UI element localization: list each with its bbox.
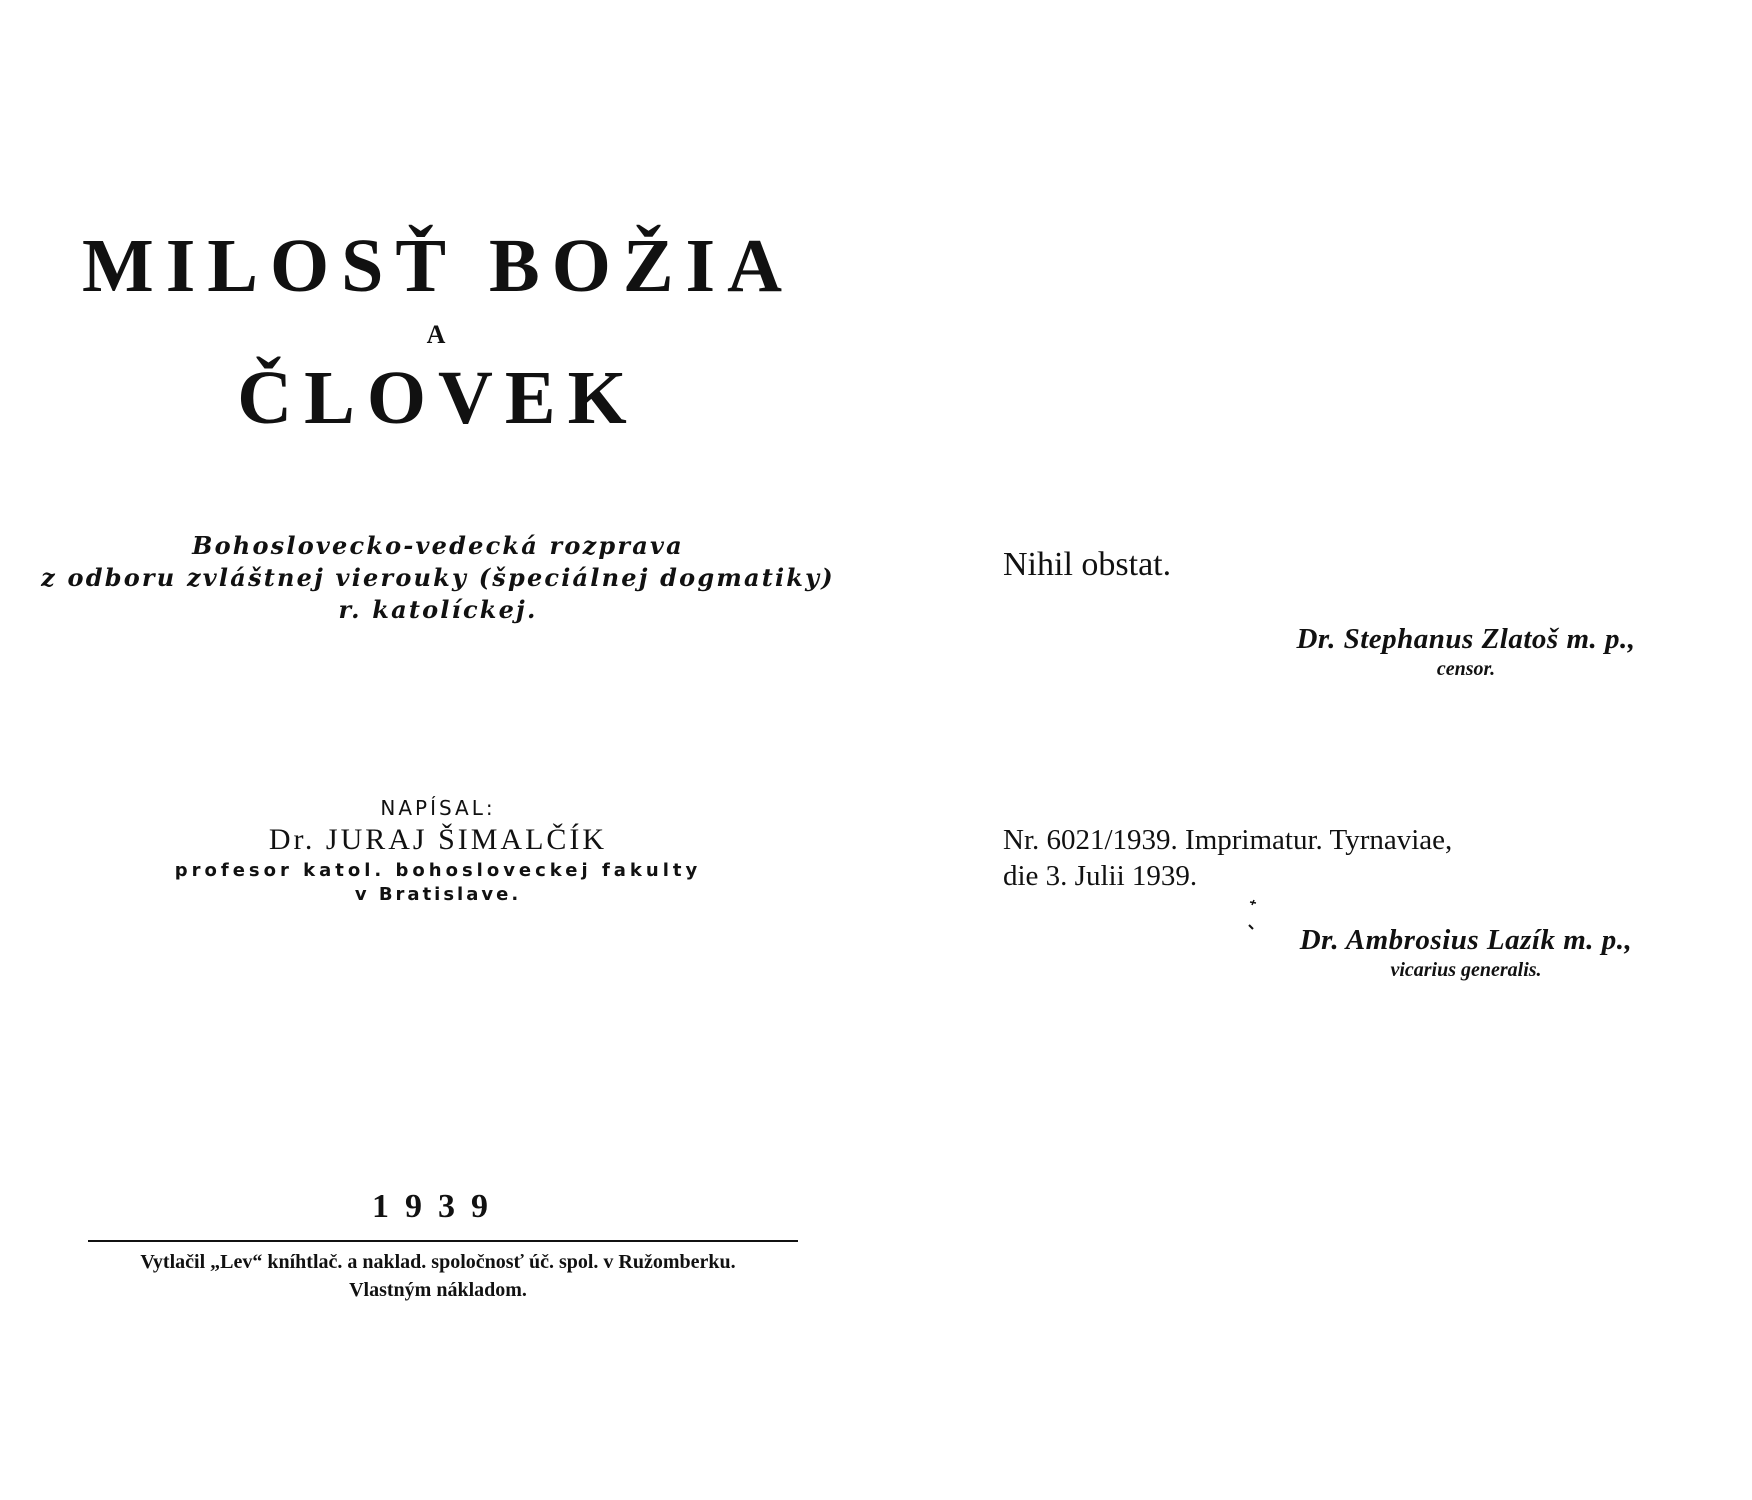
author-label: NAPÍSAL: bbox=[380, 796, 496, 820]
censor-name: Dr. Stephanus Zlatoš m. p., bbox=[1296, 623, 1636, 655]
author-place: v Bratislave. bbox=[354, 884, 522, 905]
censor-role: censor. bbox=[1436, 658, 1496, 680]
imprimatur-line: die 3. Julii 1939. bbox=[1003, 860, 1198, 892]
author-role: profesor katol. bohosloveckej fakulty bbox=[174, 860, 702, 881]
publication-year: 1939 bbox=[372, 1188, 504, 1225]
subtitle-line: r. katolíckej. bbox=[338, 595, 538, 624]
right-page bbox=[876, 0, 1752, 1500]
vicar-signature bbox=[1256, 923, 1676, 983]
printer-line: Vytlačil „Lev“ kníhtlač. a naklad. spoločnosť úč. spol. v Ružomberku. bbox=[140, 1251, 736, 1273]
title-line-2: ČLOVEK bbox=[237, 356, 639, 440]
subtitle bbox=[0, 530, 876, 626]
divider bbox=[88, 1240, 798, 1242]
nihil-obstat: Nihil obstat. bbox=[1003, 546, 1172, 583]
vicar-role: vicarius generalis. bbox=[1390, 959, 1542, 981]
printer-line: Vlastným nákladom. bbox=[349, 1279, 527, 1301]
title-line-1: MILOSŤ BOŽIA bbox=[81, 224, 795, 308]
printer-note bbox=[0, 1248, 876, 1304]
author-name: Dr. JURAJ ŠIMALČÍK bbox=[268, 823, 608, 856]
title-conjunction: A bbox=[426, 320, 450, 349]
censor-signature bbox=[1256, 622, 1676, 682]
subtitle-line: Bohoslovecko-vedecká rozprava bbox=[192, 531, 684, 560]
vicar-name: Dr. Ambrosius Lazík m. p., bbox=[1299, 924, 1633, 956]
imprimatur bbox=[1003, 822, 1452, 894]
imprimatur-line: Nr. 6021/1939. Imprimatur. Tyrnaviae, bbox=[1003, 824, 1453, 856]
author-block bbox=[0, 795, 876, 907]
subtitle-line: z odboru zvláštnej vierouky (špeciálnej dogmatiky) bbox=[41, 563, 835, 592]
